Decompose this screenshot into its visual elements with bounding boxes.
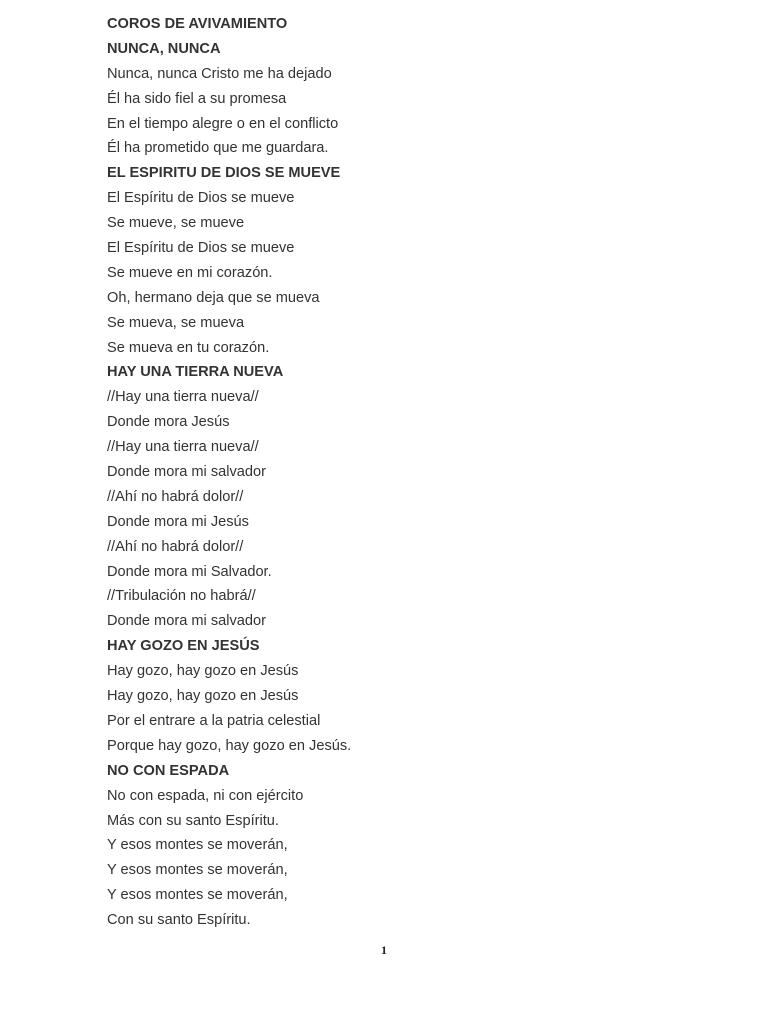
song-line: Porque hay gozo, hay gozo en Jesús. <box>107 737 352 754</box>
song-line: //Hay una tierra nueva// <box>107 439 259 456</box>
song-nunca-nunca <box>107 37 707 161</box>
song-title: HAY UNA TIERRA NUEVA <box>107 364 284 381</box>
page-number: 1 <box>381 943 387 957</box>
song-line: Se mueva, se mueva <box>107 314 245 331</box>
song-line: //Tribulación no habrá// <box>107 588 256 605</box>
song-line: Se mueve, se mueve <box>107 215 245 232</box>
song-line: Donde mora mi Jesús <box>107 513 249 530</box>
document-page <box>107 12 707 933</box>
song-line: //Ahí no habrá dolor// <box>107 538 244 555</box>
song-line: Y esos montes se moverán, <box>107 887 288 904</box>
song-el-espiritu-de-dios <box>107 161 707 360</box>
song-line: El Espíritu de Dios se mueve <box>107 190 295 207</box>
song-line: Con su santo Espíritu. <box>107 912 251 929</box>
song-title: NO CON ESPADA <box>107 762 230 779</box>
song-line: Se mueva en tu corazón. <box>107 339 270 356</box>
song-line: Por el entrare a la patria celestial <box>107 712 321 729</box>
song-line: Oh, hermano deja que se mueva <box>107 289 320 306</box>
song-line: Él ha prometido que me guardara. <box>107 140 329 157</box>
song-line: No con espada, ni con ejército <box>107 787 304 804</box>
song-line: Y esos montes se moverán, <box>107 837 288 854</box>
song-line: Nunca, nunca Cristo me ha dejado <box>107 65 332 82</box>
song-line: Hay gozo, hay gozo en Jesús <box>107 663 299 680</box>
song-line: //Ahí no habrá dolor// <box>107 488 244 505</box>
song-title: EL ESPIRITU DE DIOS SE MUEVE <box>107 165 341 182</box>
song-line: Él ha sido fiel a su promesa <box>107 90 287 107</box>
song-line: //Hay una tierra nueva// <box>107 389 259 406</box>
song-line: El Espíritu de Dios se mueve <box>107 240 295 257</box>
song-line: Donde mora Jesús <box>107 414 230 431</box>
song-line: Se mueve en mi corazón. <box>107 264 273 281</box>
song-line: Más con su santo Espíritu. <box>107 812 279 829</box>
song-line: Donde mora mi salvador <box>107 613 266 630</box>
document-title: COROS DE AVIVAMIENTO <box>107 16 288 32</box>
song-line: Donde mora mi salvador <box>107 464 266 481</box>
song-line: En el tiempo alegre o en el conflicto <box>107 115 339 132</box>
song-title: HAY GOZO EN JESÚS <box>107 638 260 655</box>
song-hay-una-tierra-nueva <box>107 360 707 634</box>
song-title: NUNCA, NUNCA <box>107 40 221 57</box>
song-hay-gozo-en-jesus <box>107 634 707 758</box>
song-line: Hay gozo, hay gozo en Jesús <box>107 688 299 705</box>
song-no-con-espada <box>107 759 707 933</box>
song-line: Y esos montes se moverán, <box>107 862 288 879</box>
song-line: Donde mora mi Salvador. <box>107 563 272 580</box>
